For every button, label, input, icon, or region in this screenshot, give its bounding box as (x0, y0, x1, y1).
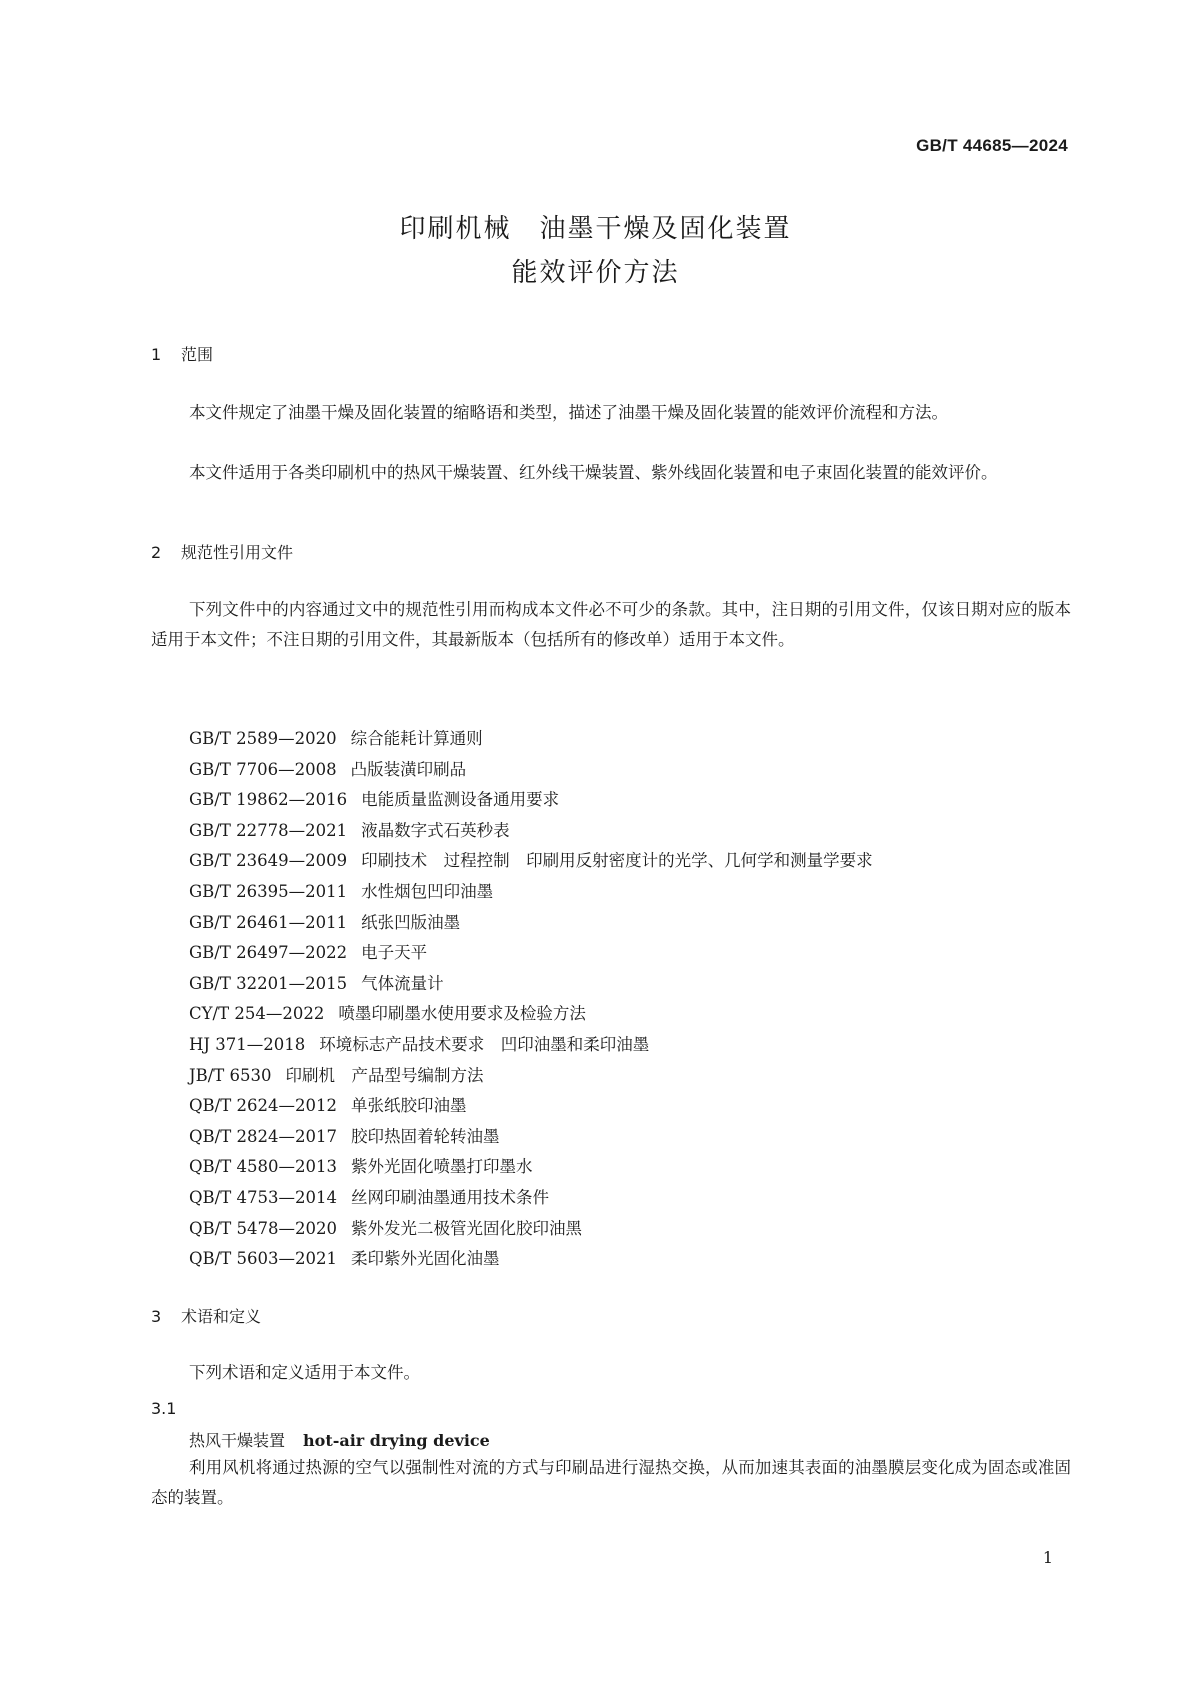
reference-code: QB/T 5603—2021 (189, 1249, 337, 1269)
term-number: 3.1 (151, 1399, 177, 1418)
reference-code: GB/T 32201—2015 (189, 973, 348, 993)
reference-title: 单张纸胶印油墨 (350, 1096, 467, 1116)
document-title-line1: 印刷机械 油墨干燥及固化装置 (399, 214, 792, 244)
reference-title: 柔印紫外光固化油墨 (350, 1249, 500, 1269)
reference-code: QB/T 4753—2014 (189, 1187, 337, 1207)
scope-paragraph-2: 本文件适用于各类印刷机中的热风干燥装置、红外线干燥装置、紫外线固化装置和电子束固化装置的能效评价。 (189, 463, 998, 482)
reference-code: GB/T 26461—2011 (189, 912, 348, 932)
reference-code: GB/T 2589—2020 (189, 729, 337, 748)
reference-item (189, 1091, 873, 1122)
reference-item (189, 816, 873, 847)
reference-code: GB/T 19862—2016 (189, 790, 348, 810)
reference-item (189, 846, 873, 877)
reference-title: 印刷技术 过程控制 印刷用反射密度计的光学、几何学和测量学要求 (361, 851, 873, 871)
term-definition: 利用风机将通过热源的空气以强制性对流的方式与印刷品进行湿热交换，从而加速其表面的油墨膜层变化成为固态或准固态的装置。 (151, 1458, 1071, 1507)
reference-code: GB/T 26395—2011 (189, 881, 348, 901)
reference-title: 印刷机 产品型号编制方法 (285, 1065, 484, 1085)
section-title: 规范性引用文件 (181, 543, 294, 562)
reference-title: 紫外光固化喷墨打印墨水 (350, 1157, 533, 1177)
reference-item (189, 908, 873, 939)
reference-item (189, 1244, 873, 1275)
reference-item (189, 1122, 873, 1153)
reference-item (189, 785, 873, 816)
reference-code: CY/T 254—2022 (189, 1004, 325, 1024)
reference-title: 综合能耗计算通则 (350, 729, 483, 748)
term-title (189, 1428, 490, 1451)
reference-title: 凸版装潢印刷品 (350, 759, 467, 779)
reference-title: 水性烟包凹印油墨 (361, 881, 494, 901)
reference-title: 环境标志产品技术要求 凹印油墨和柔印油墨 (319, 1034, 650, 1054)
reference-list (189, 724, 873, 1275)
document-title-line2: 能效评价方法 (511, 258, 680, 288)
reference-title: 液晶数字式石英秒表 (361, 820, 510, 840)
reference-code: HJ 371—2018 (189, 1034, 306, 1054)
reference-item (189, 755, 873, 786)
section-number: 2 (151, 543, 162, 562)
reference-code: QB/T 2624—2012 (189, 1096, 337, 1116)
term-title-en: hot-air drying device (303, 1431, 490, 1450)
reference-item (189, 1183, 873, 1214)
reference-title: 喷墨印刷墨水使用要求及检验方法 (338, 1004, 586, 1024)
reference-item (189, 1061, 873, 1092)
scope-paragraph-1: 本文件规定了油墨干燥及固化装置的缩略语和类型，描述了油墨干燥及固化装置的能效评价流程和方法。 (189, 403, 948, 422)
reference-code: GB/T 26497—2022 (189, 943, 348, 963)
reference-code: GB/T 22778—2021 (189, 820, 348, 840)
section-1-heading (151, 342, 213, 365)
reference-item (189, 938, 873, 969)
section-3-heading (151, 1304, 261, 1327)
reference-item (189, 999, 873, 1030)
reference-title: 丝网印刷油墨通用技术条件 (350, 1187, 549, 1207)
reference-code: JB/T 6530 (189, 1065, 272, 1085)
reference-title: 电子天平 (361, 943, 428, 963)
reference-code: GB/T 7706—2008 (189, 759, 337, 779)
references-intro: 下列文件中的内容通过文中的规范性引用而构成本文件必不可少的条款。其中，注日期的引用文件，仅该日期对应的版本适用于本文件；不注日期的引用文件，其最新版本（包括所有的修改单）适用于本文件。 (151, 600, 1071, 649)
reference-item (189, 969, 873, 1000)
term-title-cn: 热风干燥装置 (189, 1431, 286, 1450)
section-title: 术语和定义 (181, 1307, 262, 1326)
reference-title: 纸张凹版油墨 (361, 912, 461, 932)
reference-title: 气体流量计 (361, 973, 444, 993)
reference-code: GB/T 23649—2009 (189, 851, 348, 871)
section-number: 1 (151, 345, 162, 364)
section-number: 3 (151, 1307, 162, 1326)
section-title: 范围 (181, 345, 214, 364)
reference-item (189, 1152, 873, 1183)
reference-item (189, 877, 873, 908)
reference-item (189, 1214, 873, 1245)
page-number: 1 (1042, 1548, 1053, 1567)
reference-code: QB/T 5478—2020 (189, 1218, 337, 1238)
reference-title: 紫外发光二极管光固化胶印油黑 (350, 1218, 582, 1238)
reference-title: 电能质量监测设备通用要求 (361, 790, 560, 810)
reference-item (189, 724, 873, 755)
standard-number: GB/T 44685—2024 (916, 136, 1068, 155)
reference-title: 胶印热固着轮转油墨 (350, 1126, 500, 1146)
reference-item (189, 1030, 873, 1061)
reference-code: QB/T 4580—2013 (189, 1157, 337, 1177)
section-2-heading (151, 540, 293, 563)
terms-intro: 下列术语和定义适用于本文件。 (189, 1363, 420, 1382)
reference-code: QB/T 2824—2017 (189, 1126, 337, 1146)
